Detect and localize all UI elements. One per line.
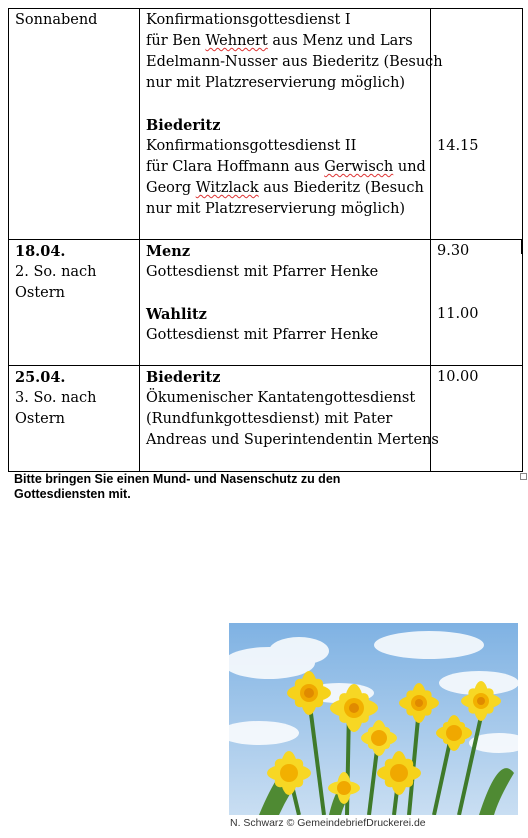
service-schedule-table — [8, 8, 523, 472]
location-name: Wahlitz — [146, 306, 207, 323]
service-detail: für Clara Hoffmann aus Gerwisch und — [146, 159, 426, 175]
time-cell — [431, 240, 523, 366]
service-title: Gottesdienst mit Pfarrer Henke — [146, 264, 379, 280]
date-label: 25.04. — [15, 369, 66, 386]
date-cell — [9, 9, 140, 240]
table-row — [9, 9, 523, 240]
service-cell — [140, 240, 431, 366]
table-row — [9, 366, 523, 472]
service-time: 9.30 — [437, 243, 470, 259]
table-row — [9, 240, 523, 366]
date-cell — [9, 240, 140, 366]
service-title: Konfirmationsgottesdienst II — [146, 138, 357, 154]
service-cell — [140, 9, 443, 240]
service-detail: nur mit Platzreservierung möglich) — [146, 201, 406, 217]
service-detail: (Rundfunkgottesdienst) mit Pater — [146, 411, 393, 427]
location-name: Biederitz — [146, 117, 221, 134]
location-name: Menz — [146, 243, 191, 260]
day-label: Sonnabend — [15, 12, 98, 28]
service-detail: Edelmann-Nusser aus Biederitz (Besuch — [146, 54, 443, 70]
service-detail: Andreas und Superintendentin Mertens — [146, 432, 439, 448]
service-title: Gottesdienst mit Pfarrer Henke — [146, 327, 379, 343]
mask-notice: Bitte bringen Sie einen Mund- und Nasenschutz zu den Gottesdiensten mit. — [14, 472, 341, 501]
service-time: 10.00 — [437, 369, 479, 385]
service-detail: nur mit Platzreservierung möglich) — [146, 75, 406, 91]
daffodils-image — [229, 623, 518, 815]
service-title: Konfirmationsgottesdienst I — [146, 12, 351, 28]
photo-credit: N. Schwarz © GemeindebriefDruckerei.de — [230, 817, 426, 829]
table-resize-handle[interactable] — [520, 473, 527, 480]
service-time: 11.00 — [437, 306, 479, 322]
time-cell — [431, 366, 523, 472]
service-title: Ökumenischer Kantatengottesdienst — [146, 390, 416, 406]
service-detail: Georg Witzlack aus Biederitz (Besuch — [146, 180, 424, 196]
date-label: 18.04. — [15, 243, 66, 260]
day-label: 2. So. nach Ostern — [15, 264, 97, 301]
service-detail: für Ben Wehnert aus Menz und Lars — [146, 33, 413, 49]
service-time: 14.15 — [437, 138, 479, 154]
location-name: Biederitz — [146, 369, 221, 386]
date-cell — [9, 366, 140, 472]
day-label: 3. So. nach Ostern — [15, 390, 97, 427]
time-cell — [431, 9, 523, 240]
text-cursor — [521, 240, 523, 254]
service-cell — [140, 366, 439, 472]
daffodils-illustration — [229, 623, 518, 815]
